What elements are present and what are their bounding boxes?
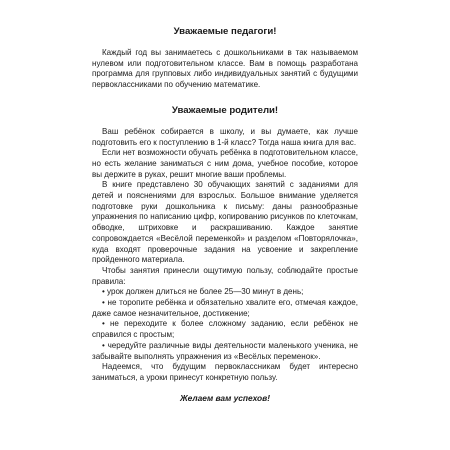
rule-item-2: • не торопите ребёнка и обязательно хвалите его, отмечая каждое, даже самое незначительное, достижение;	[92, 298, 358, 318]
parents-paragraph-3: В книге представлено 30 обучающих занятий с заданиями для детей и пояснениями для взрослых. Большое внимание уделяется подготовке руки дошкольника к письму: даны разнообразные упражнения по написанию цифр, копированию рисунков по клеточкам, обводке, штриховке и раскрашиванию. Каждое занятие сопровождается «Весёлой переменкой» и разделом «Повторялочка», куда входят проверочные задания на усвоение и закрепление пройденного материала.	[92, 180, 358, 265]
rule-item-4: • чередуйте различные виды деятельности маленького ученика, не забывайте выполнять упражнения из «Весёлых переменок».	[92, 340, 358, 361]
parents-paragraph-2: Если нет возможности обучать ребёнка в подготовительном классе, но есть желание заниматься с ним дома, учебное пособие, которое вы держите в руках, решит многие ваши проблемы.	[92, 148, 358, 179]
teachers-paragraph: Каждый год вы занимаетесь с дошкольниками в так называемом нулевом или подготовительном классе. Вам в помощь разработана программа для групповых либо индивидуальных занятий с будущими первоклассниками по обучению математике.	[92, 48, 358, 90]
parents-paragraph-1: Ваш ребёнок собирается в школу, и вы думаете, как лучше подготовить его к поступлению в 1-й класс? Тогда наша книга для вас.	[92, 126, 358, 147]
page-content	[92, 26, 358, 404]
parents-final-paragraph: Надеемся, что будущим первоклассникам будет интересно заниматься, а уроки принесут конкретную пользу.	[92, 362, 358, 382]
rule-item-1: • урок должен длиться не более 25—30 минут в день;	[102, 287, 304, 297]
rule-item-3: • не переходите к более сложному заданию, если ребёнок не справился с простым;	[92, 319, 358, 340]
parents-paragraph-4: Чтобы занятия принесли ощутимую пользу, соблюдайте простые правила:	[92, 265, 358, 286]
parents-heading: Уважаемые родители!	[171, 104, 279, 116]
teachers-heading: Уважаемые педагоги!	[173, 26, 277, 37]
closing-wish: Желаем вам успехов!	[180, 392, 270, 403]
